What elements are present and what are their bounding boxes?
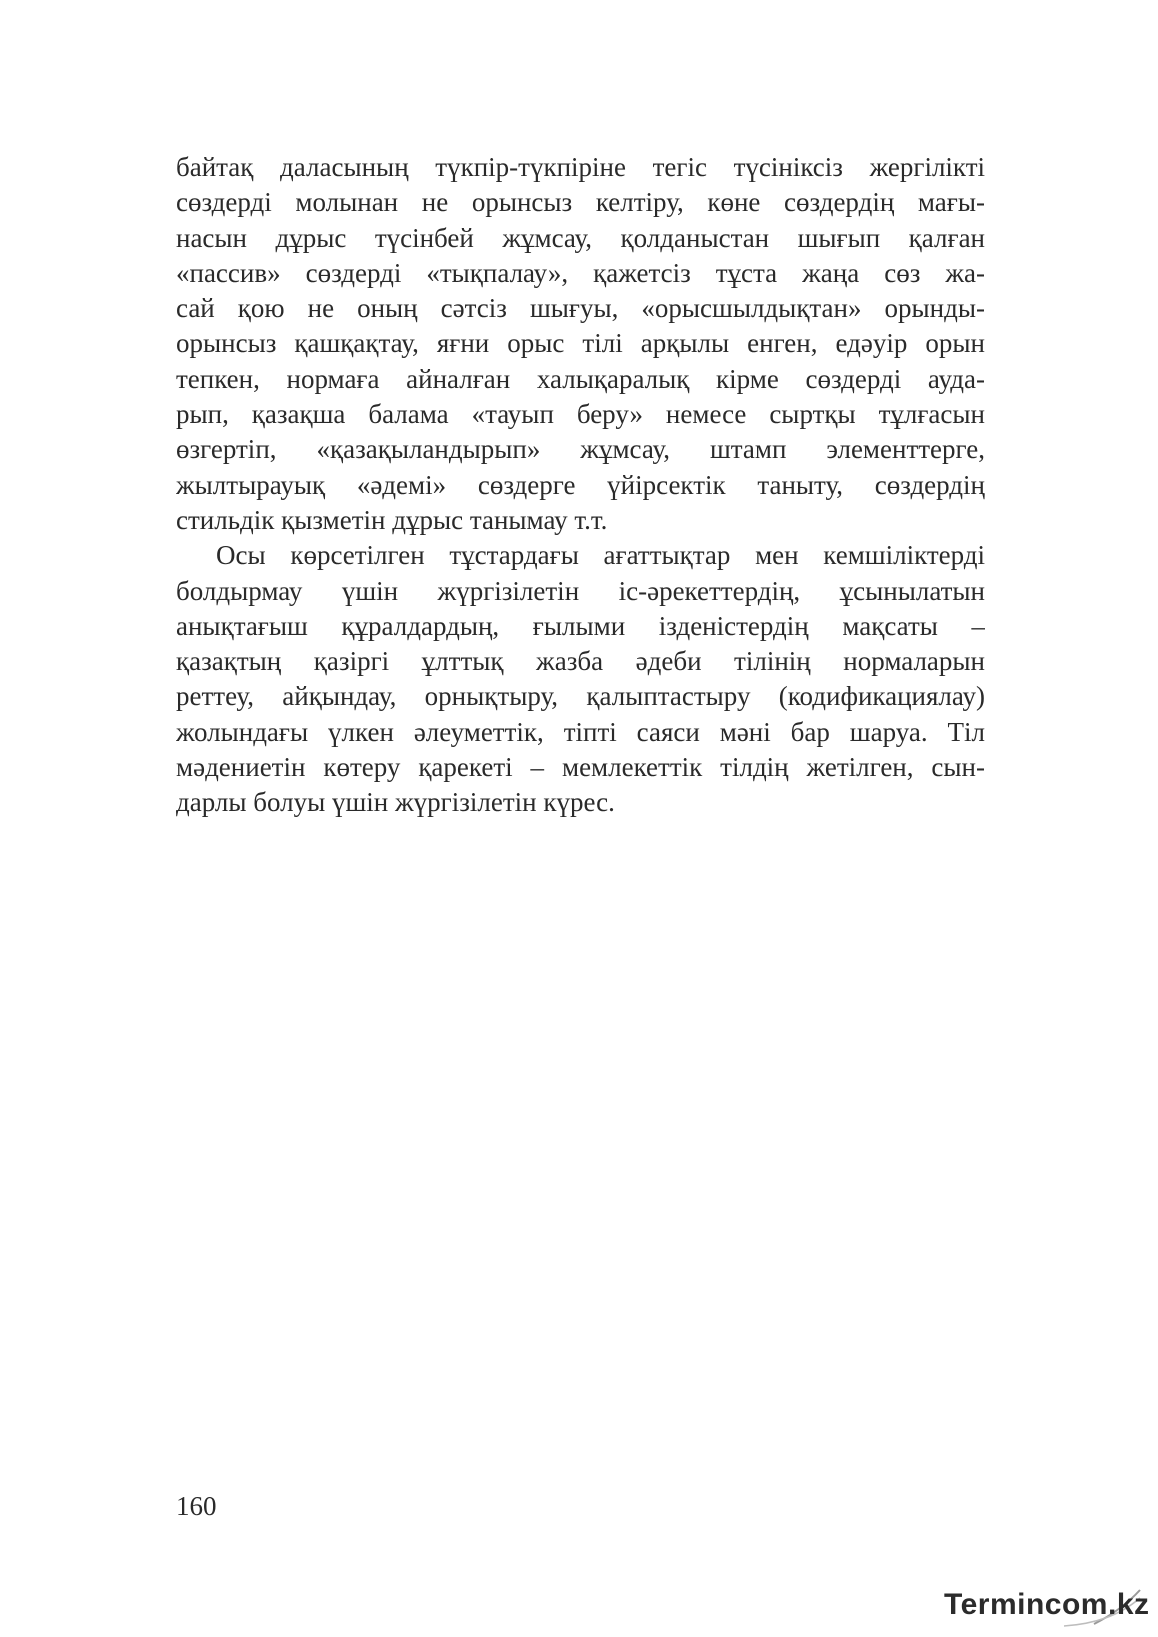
text-line: жылтырауық «әдемі» сөздерге үйірсектік таныту, сөздердің — [176, 469, 985, 500]
text-line: «пассив» сөздерді «тықпалау», қажетсіз тұста жаңа сөз жа- — [176, 257, 985, 288]
text-line: анықтағыш құралдардың, ғылыми ізденістердің мақсаты – — [176, 610, 985, 641]
text-line: өзгертіп, «қазақыландырып» жұмсау, штамп элементтерге, — [176, 434, 985, 465]
text-line: дарлы болуы үшін жүргізілетін күрес. — [176, 787, 615, 818]
paragraph-first-line: Осы көрсетілген тұстардағы ағаттықтар мен кемшіліктерді — [216, 540, 985, 571]
watermark-logo — [944, 1584, 1150, 1628]
text-line: рып, қазақша балама «тауып беру» немесе сыртқы тұлғасын — [176, 399, 985, 430]
body-text — [176, 150, 985, 821]
text-line: орынсыз қашқақтау, яғни орыс тілі арқылы енген, едәуір орын — [176, 328, 985, 359]
text-line: жолындағы үлкен әлеуметтік, тіпті саяси мәні бар шаруа. Тіл — [176, 716, 985, 747]
text-line: сай қою не оның сәтсіз шығуы, «орысшылдықтан» орынды- — [176, 293, 985, 324]
text-line: стильдік қызметін дұрыс танымау т.т. — [176, 504, 608, 535]
text-line: тепкен, нормаға айналған халықаралық кірме сөздерді аудa- — [176, 363, 985, 394]
text-line: реттеу, айқындау, орнықтыру, қалыптастыру (кодификациялау) — [176, 681, 985, 712]
text-line: мәдениетін көтеру қарекеті – мемлекеттік тілдің жетілген, сын- — [176, 752, 985, 783]
text-line: болдырмау үшін жүргізілетін іс-әрекеттердің, ұсынылатын — [176, 575, 985, 606]
text-line: сөздерді молынан не орынсыз келтіру, көне сөздердің мағы- — [176, 187, 985, 218]
text-line: насын дұрыс түсінбей жұмсау, қолданыстан шығып қалған — [176, 222, 985, 253]
page-number: 160 — [176, 1491, 217, 1521]
text-line: қазақтың қазіргі ұлттық жазба әдеби тілінің нормаларын — [176, 646, 985, 677]
text-line: байтақ даласының түкпір-түкпіріне тегіс түсініксіз жергілікті — [176, 152, 985, 182]
watermark-text: Termincom.kz — [944, 1588, 1150, 1621]
